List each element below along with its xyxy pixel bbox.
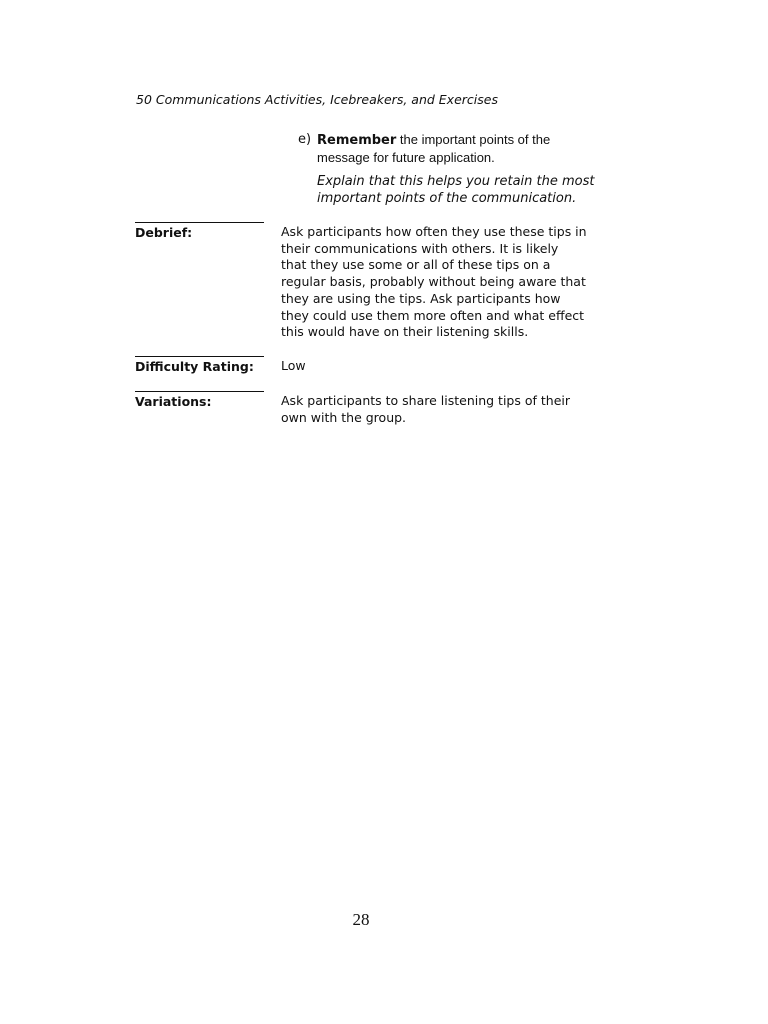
section-rule: [135, 356, 264, 357]
section-rule: [135, 222, 264, 223]
running-header: 50 Communications Activities, Icebreakers, and Exercises: [136, 92, 498, 107]
section-text-variations: Ask participants to share listening tips of their own with the group.: [281, 393, 570, 425]
section-label-difficulty-rating: Difficulty Rating:: [135, 359, 254, 374]
list-item-note: Explain that this helps you retain the most important points of the communication.: [317, 174, 595, 206]
list-item-text: [317, 131, 597, 166]
list-item-body: [317, 131, 597, 207]
page-number: 28: [352, 910, 370, 929]
list-item-keyword: Remember: [317, 133, 397, 148]
section-rule: [135, 391, 264, 392]
section-text-difficulty-rating: Low: [281, 358, 306, 373]
list-item-description: the important points of the message for future application.: [317, 132, 551, 165]
section-label-debrief: Debrief:: [135, 225, 193, 240]
list-marker: e): [298, 132, 312, 147]
section-text-debrief: Ask participants how often they use these tips in their communications with others. It is likely that they use some or all of these tips on a regular basis, probably without being aware that they are using the tips. Ask participants how they could use them more often and what effect this would have on their listening skills.: [281, 224, 587, 340]
section-label-variations: Variations:: [135, 394, 212, 409]
